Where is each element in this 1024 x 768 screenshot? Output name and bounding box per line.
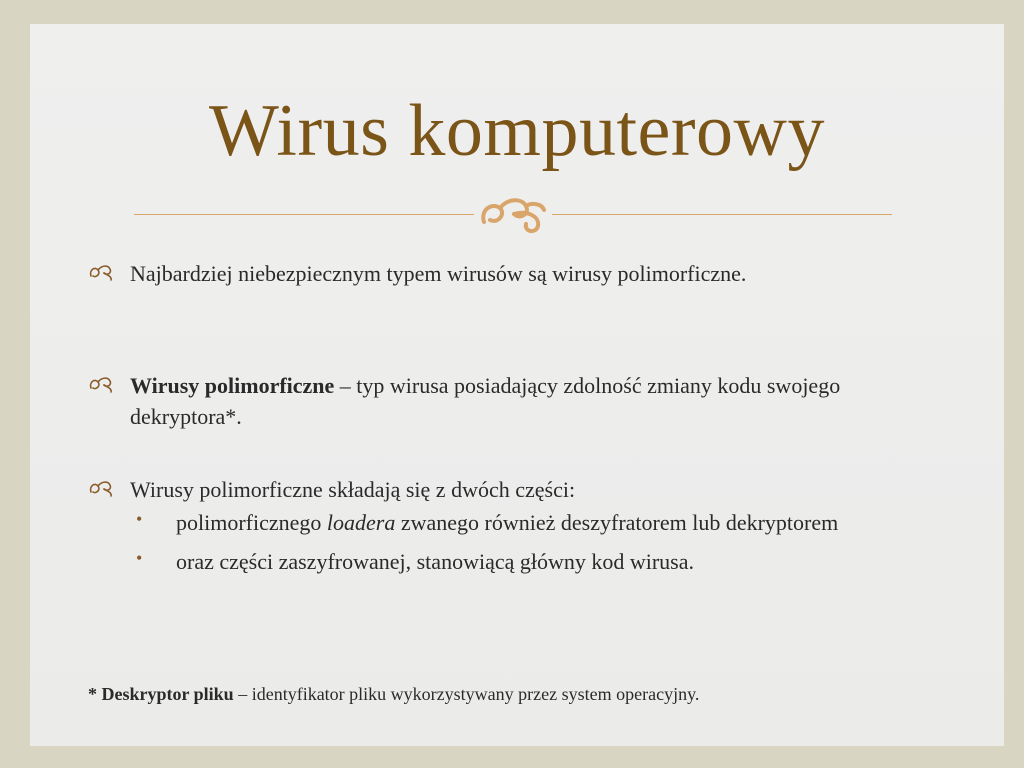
fleuron-bullet-icon <box>88 478 114 498</box>
sub-bullet-item-2 <box>130 546 990 577</box>
bullet-dash-2: – <box>334 373 357 398</box>
slide-title: Wirus komputerowy <box>209 90 825 172</box>
footnote-text: identyfikator pliku wykorzystywany przez system operacyjny. <box>251 684 700 704</box>
bullet-term-2: Wirusy polimorficzne <box>130 373 335 398</box>
bullet-text-1: Najbardziej niebezpiecznym typem wirusów są wirusy polimorficzne. <box>130 261 747 286</box>
bullet-text-3: Wirusy polimorficzne składają się z dwóch części: <box>130 477 576 502</box>
footnote-dash: – <box>233 684 252 704</box>
bullet-item-3 <box>88 474 990 586</box>
bullet-item-1 <box>88 258 990 289</box>
footnote <box>88 684 699 705</box>
slide <box>30 24 1004 746</box>
sub-bullet-dot: • <box>136 548 143 569</box>
bullet-text-2: typ wirusa posiadający zdolność zmiany kodu swojego dekryptora*. <box>130 373 841 430</box>
bullet-item-2 <box>88 370 950 432</box>
fleuron-bullet-icon <box>88 374 114 394</box>
divider-line-left <box>134 214 474 215</box>
fleuron-bullet-icon <box>88 262 114 282</box>
sub-bullet-list <box>130 507 990 577</box>
ornament-icon <box>476 192 550 236</box>
sub-text-2: oraz części zaszyfrowanej, stanowiącą główny kod wirusa. <box>176 549 695 575</box>
sub-text-1-after: zwanego również deszyfratorem lub dekryptorem <box>395 510 839 536</box>
sub-bullet-item-1 <box>130 507 990 538</box>
divider-line-right <box>552 214 892 215</box>
sub-text-1-before: polimorficznego <box>176 510 327 536</box>
sub-text-1-italic: loadera <box>326 510 396 536</box>
footnote-term: * Deskryptor pliku <box>88 684 234 704</box>
sub-bullet-dot: • <box>136 509 143 530</box>
title-divider <box>134 214 892 216</box>
